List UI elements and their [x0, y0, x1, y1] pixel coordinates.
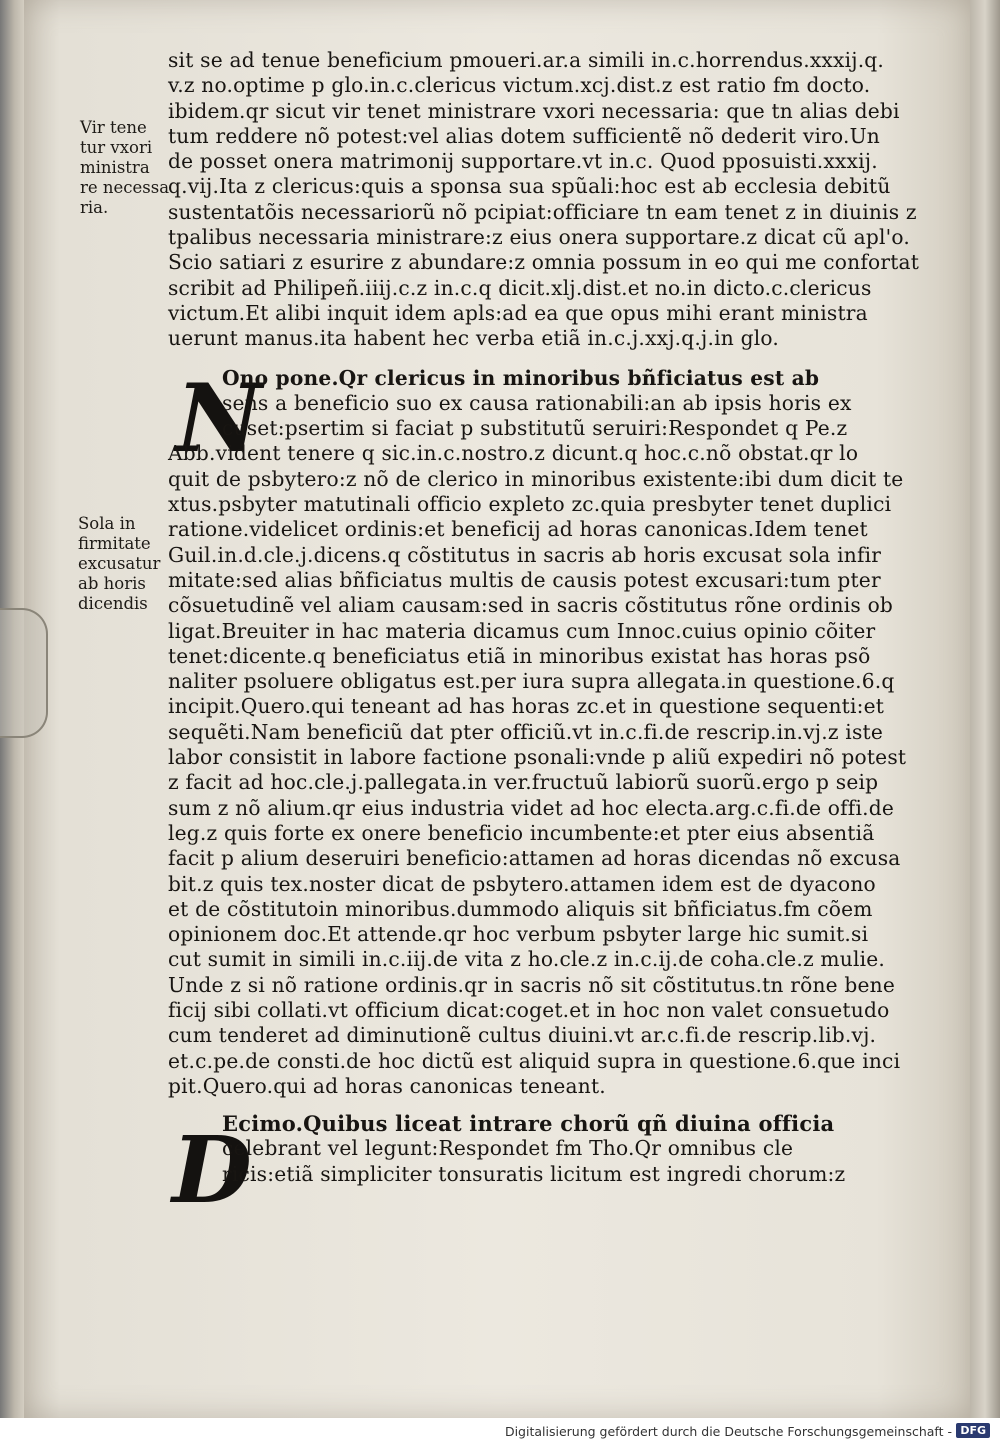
- text-line: cum tenderet ad diminutionẽ cultus diuini.vt ar.c.fi.de rescrip.lib.vj.: [168, 1023, 877, 1048]
- footer-credit: Digitalisierung gefördert durch die Deutsche Forschungsgemeinschaft -: [504, 1424, 952, 1439]
- text-line: scribit ad Philipeñ.iiij.c.z in.c.q dicit.xlj.dist.et no.in dicto.c.clericus: [168, 275, 872, 300]
- text-line: bit.z quis tex.noster dicat de psbytero.attamen idem est de dyacono: [168, 871, 876, 896]
- text-line: ficij sibi collati.vt officium dicat:coget.et in hoc non valet consuetudo: [168, 997, 890, 1022]
- margin-note-line: ministra: [80, 158, 150, 177]
- dfg-logo: DFG: [956, 1423, 990, 1438]
- text-line: Scio satiari z esurire z abundare:z omnia possum in eo qui me confortat: [168, 250, 920, 275]
- text-line: quit de psbytero:z nõ de clerico in minoribus existente:ibi dum dicit te: [168, 466, 904, 491]
- text-line: incipit.Quero.qui teneant ad has horas zc.et in questione sequenti:et: [168, 694, 885, 719]
- page-clip: [0, 608, 48, 738]
- text-line: ibidem.qr sicut vir tenet ministrare vxori necessaria: que tn alias debi: [168, 98, 900, 123]
- digitization-footer: [0, 1418, 1000, 1447]
- text-line: tenet:dicente.q beneficiatus etiã in minoribus existat has horas psõ: [168, 643, 871, 668]
- text-line: et.c.pe.de consti.de hoc dictũ est aliquid supra in questione.6.que inci: [168, 1048, 901, 1073]
- margin-note-line: ria.: [80, 198, 109, 217]
- margin-note-line: dicendis: [78, 594, 148, 613]
- text-line: cõsuetudinẽ vel aliam causam:sed in sacris cõstitutus rõne ordinis ob: [168, 593, 894, 618]
- page-fore-edge: [970, 0, 1000, 1418]
- margin-note-vir-tenetur: [80, 118, 169, 218]
- text-line: cuset:psertim si faciat p substitutũ seruiri:Respondet q Pe.z: [222, 416, 848, 441]
- text-line: z facit ad hoc.cle.j.pallegata.in ver.fructuũ labiorũ suorũ.ergo p seip: [168, 770, 879, 795]
- main-text-block: [168, 48, 938, 1187]
- text-line: leg.z quis forte ex onere beneficio incumbente:et pter eius absentiã: [168, 820, 875, 845]
- margin-note-line: excusatur: [78, 554, 161, 573]
- text-line: celebrant vel legunt:Respondet fm Tho.Qr omnibus cle: [222, 1136, 794, 1161]
- text-line: sit se ad tenue beneficium pmoueri.ar.a simili in.c.horrendus.xxxij.q.: [168, 48, 885, 72]
- text-line: sum z nõ alium.qr eius industria videt ad hoc electa.arg.c.fi.de offi.de: [168, 795, 894, 820]
- margin-note-line: re necessa: [80, 178, 170, 197]
- text-line: uerunt manus.ita habent hec verba etiã in.c.j.xxj.q.j.in glo.: [168, 326, 779, 351]
- section-heading-line: Ono pone.Qr clericus in minoribus bñficiatus est ab: [222, 365, 820, 390]
- text-line: victum.Et alibi inquit idem apls:ad ea que opus mihi erant ministra: [168, 300, 868, 325]
- margin-note-line: tur vxori: [80, 138, 153, 157]
- margin-note-line: ab horis: [78, 574, 146, 593]
- text-line: cut sumit in simili in.c.iij.de vita z ho.cle.z in.c.ij.de coha.cle.z mulie.: [168, 947, 886, 972]
- text-line: opinionem doc.Et attende.qr hoc verbum psbyter large hic sumit.si: [168, 922, 869, 947]
- text-line: de posset onera matrimonij supportare.vt in.c. Quod pposuisti.xxxij.: [168, 149, 878, 174]
- section-heading-line: Ecimo.Quibus liceat intrare chorũ qñ diuina officia: [222, 1111, 835, 1137]
- text-line: Unde z si nõ ratione ordinis.qr in sacris nõ sit cõstitutus.tn rõne bene: [168, 972, 896, 997]
- decorated-initial-d: D: [172, 1116, 252, 1224]
- text-line: xtus.psbyter matutinali officio expleto zc.quia presbyter tenet duplici: [168, 492, 892, 517]
- text-line: mitate:sed alias bñficiatus multis de causis potest excusari:tum pter: [168, 567, 881, 592]
- text-line: sens a beneficio suo ex causa rationabili:an ab ipsis horis ex: [222, 390, 852, 415]
- margin-note-line: Vir tene: [80, 118, 147, 137]
- text-line: v.z no.optime p glo.in.c.clericus victum.xcj.dist.z est ratio fm docto.: [168, 73, 871, 98]
- text-line: ligat.Breuiter in hac materia dicamus cum Innoc.cuius opinio cõiter: [168, 618, 876, 643]
- margin-note-sola-infirmitate: [78, 514, 160, 614]
- text-line: q.vij.Ita z clericus:quis a sponsa sua spũali:hoc est ab ecclesia debitũ: [168, 174, 891, 199]
- text-line: tpalibus necessaria ministrare:z eius onera supportare.z dicat cũ apl'o.: [168, 225, 911, 250]
- text-line: ratione.videlicet ordinis:et beneficij ad horas canonicas.Idem tenet: [168, 517, 868, 542]
- text-line: naliter psoluere obligatus est.per iura supra allegata.in questione.6.q: [168, 669, 895, 694]
- margin-note-line: firmitate: [78, 534, 151, 553]
- text-line: sustentatõis necessariorũ nõ pcipiat:officiare tn eam tenet z in diuinis z: [168, 199, 917, 224]
- text-line: sequẽti.Nam beneficiũ dat pter officiũ.vt in.c.fi.de rescrip.in.vj.z iste: [168, 719, 883, 744]
- text-line: pit.Quero.qui ad horas canonicas teneant.: [168, 1073, 606, 1098]
- text-line: Guil.in.d.cle.j.dicens.q cõstitutus in sacris ab horis excusat sola infir: [168, 542, 882, 567]
- text-line: et de cõstitutoin minoribus.dummodo aliquis sit bñficiatus.fm cõem: [168, 896, 873, 921]
- text-line: Abb.vident tenere q sic.in.c.nostro.z dicunt.q hoc.c.nõ obstat.qr lo: [168, 441, 859, 466]
- margin-note-line: Sola in: [78, 514, 136, 533]
- text-line: labor consistit in labore factione psonali:vnde p aliũ expediri nõ potest: [168, 745, 907, 770]
- text-line: ricis:etiã simpliciter tonsuratis licitum est ingredi chorum:z: [222, 1161, 846, 1186]
- decorated-initial-n: N: [176, 364, 262, 474]
- text-line: facit p alium deseruiri beneficio:attamen ad horas dicendas nõ excusa: [168, 846, 901, 871]
- text-line: tum reddere nõ potest:vel alias dotem sufficientẽ nõ dederit viro.Un: [168, 123, 880, 148]
